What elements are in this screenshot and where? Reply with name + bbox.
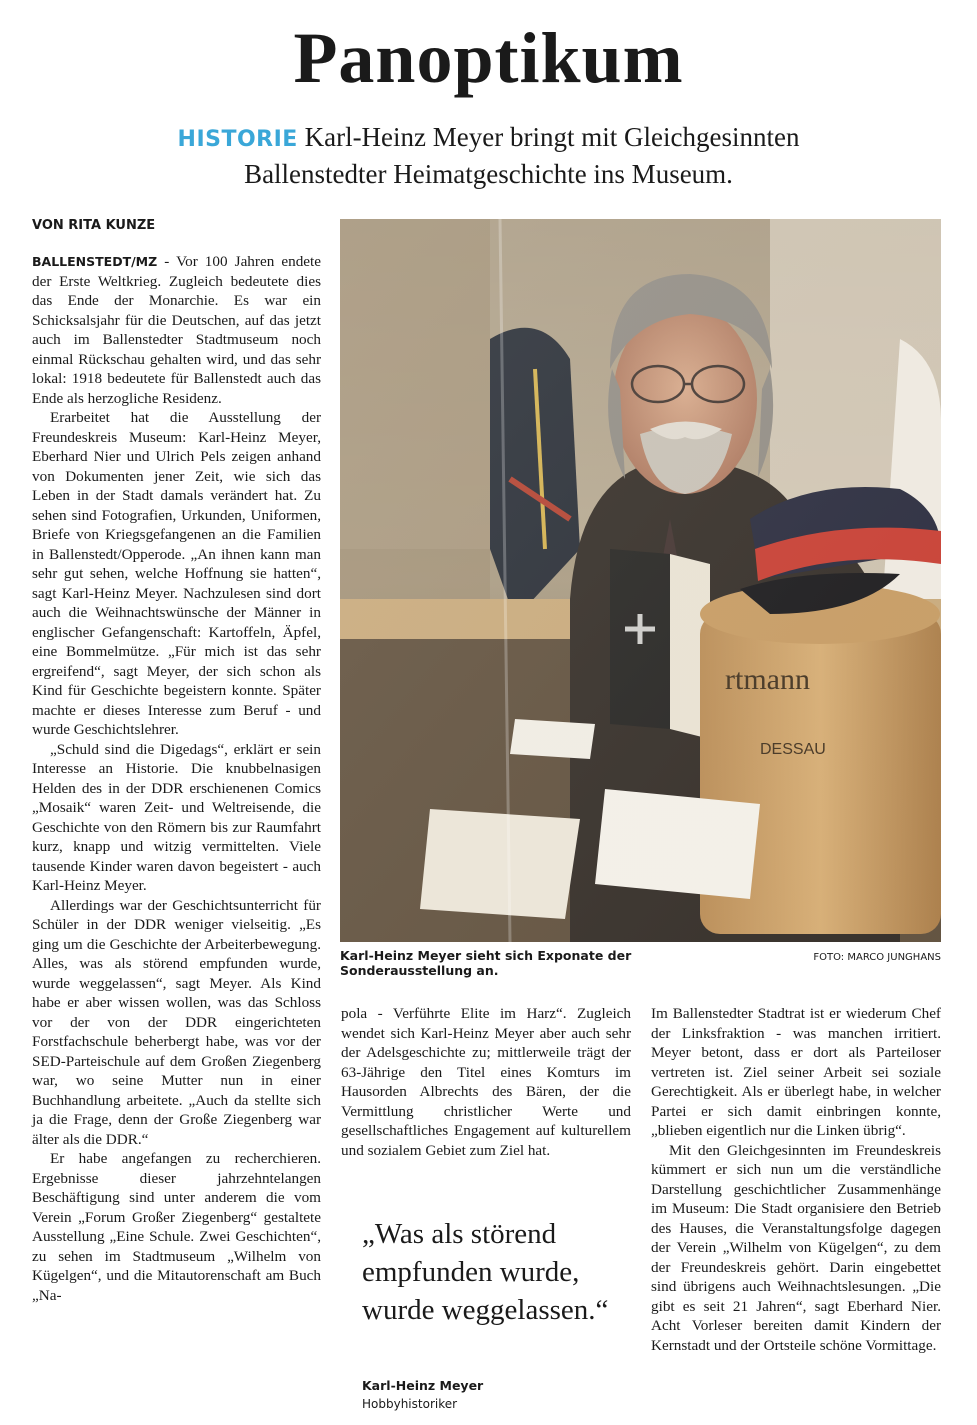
kicker: HISTORIE [177, 127, 298, 152]
byline: VON RITA KUNZE [32, 218, 156, 233]
paragraph: Er habe angefangen zu recherchieren. Ergebnisse dieser jahrzehntelangen Beschäftigung sind unter anderem die vom Verein „Forum Großer Ziegenberg“ gestaltete Ausstellung „Eine Schule. Zwei Geschichten“, zu sehen im Stadtmuseum „Wilhelm von Kügelgen“, und die Mitautorenschaft am Buch „Na- [32, 1150, 321, 1304]
headline: Panoptikum [293, 18, 684, 98]
paragraph: Im Ballenstedter Stadtrat ist er wiederum Chef der Linksfraktion - was manchen irritiert. Meyer betont, dass er dort als Parteiloser vertreten ist. Ziel seiner Arbeit sei soziale Gerechtigkeit. Als er überlegt habe, in welcher Partei er sich damit einbringen konnte, „blieben eigentlich nur die Linken übrig“. [651, 1005, 941, 1139]
photo-credit: FOTO: MARCO JUNGHANS [813, 952, 941, 963]
photo-caption: Karl-Heinz Meyer sieht sich Exponate der Sonderausstellung an. [340, 948, 632, 978]
article-column-1 [32, 252, 321, 1305]
paragraph: Mit den Gleichgesinnten im Freundeskreis kümmert er sich nun um die verständliche Darstellung geschichtlicher Zusammenhänge im Museum: Die Stadt organisiere den Betrieb des Hauses, die Veranstaltungsfolge dagegen der Verein „Wilhelm von Kügelgen“, zu dem der Freundeskreis gehört. Darin eingebettet sind übrigens auch Weihnachtslesungen. „Die gibt es seit 21 Jahren“, sagt Eberhard Nier. Acht Vorleser bereiten damit Kindern der Kernstadt und der Ortsteile schöne Vormittage. [651, 1141, 941, 1354]
hatbox-label: rtmann [725, 663, 810, 696]
paragraph: „Schuld sind die Digedags“, erklärt er sein Interesse an Historie. Die knubbelnasigen Helden des in der DDR erschienenen Comics „Mosaik“ waren Zeit- und Weltreisende, die Geschichte von den Römern bis zur Raumfahrt kurz, knapp und witzig vermittelten. Viele tausende Kinder waren davon begeistert - auch Karl-Heinz Meyer. [32, 740, 321, 894]
pull-quote-role: Hobbyhistoriker [362, 1397, 458, 1411]
article-column-2 [341, 1004, 631, 1160]
paragraph: Erarbeitet hat die Ausstellung der Freundeskreis Museum: Karl-Heinz Meyer, Eberhard Nier und Ulrich Pels zeigen anhand von Dokumenten jener Zeit, wie sich das Leben in der Stadt damals verändert hat. Zu sehen sind Fotografien, Urkunden, Uniformen, Briefe von Kriegsgefangenen an die Familien in Ballenstedt/Opperode. „An ihnen kann man sehr gut sehen, welche Hoffnung sie hatten“, sagt Karl-Heinz Meyer. Nachzulesen sind dort auch die Weihnachtswünsche der Männer in englischer Gefangenschaft: Kartoffeln, Äpfel, eine Bommelmütze. „Für mich ist das sehr ergreifend“, sagt Meyer, der sich schon als Kind für Geschichte begeistern konnte. Später machte er dieses Interesse zum Beruf - und wurde Geschichtslehrer. [32, 409, 321, 738]
pull-quote: „Was als störend empfunden wurde, wurde weggelassen.“ [362, 1218, 609, 1326]
paragraph: Allerdings war der Geschichtsunterricht für Schüler in der DDR weniger vielseitig. „Es ging um die Geschichte der Arbeiterbewegung. Alles, was als störend empfunden wurde, wurde weggelassen“, sagt Meyer. Als Kind habe er aber wissen wollen, was das Schloss vor der von der DDR eingerichteten Forstfachschule beherbergt habe, was vor der SED-Parteischule auf dem Großen Ziegenberg war, wo seine Mutter nun in einer Buchhandlung arbeitete. „Auch da stellte sich ja die Frage, denn der Große Ziegenberg war älter als die DDR.“ [32, 896, 321, 1148]
article-column-3 [651, 1004, 941, 1355]
article-photo [340, 219, 941, 942]
subhead-line-2: Ballenstedter Heimatgeschichte ins Museum. [244, 159, 733, 189]
photo-illustration [340, 219, 941, 942]
paragraph: pola - Verführte Elite im Harz“. Zugleich wendet sich Karl-Heinz Meyer aber auch sehr der Adelsgeschichte zu; mittlerweile trägt der 63-Jährige den Titel eines Komturs im Hausorden Albrechts des Bären, der die Vermittlung christlicher Werte und gesellschaftliches Engagement auf kulturellem und sozialem Gebiet zum Ziel hat. [341, 1005, 631, 1159]
subhead-line-1: Karl-Heinz Meyer bringt mit Gleichgesinnten [304, 122, 800, 152]
subheadline [0, 120, 977, 191]
dateline: BALLENSTEDT/MZ [32, 254, 158, 269]
pull-quote-author: Karl-Heinz Meyer [362, 1378, 484, 1393]
hatbox-label-2: DESSAU [760, 741, 826, 758]
paragraph: BALLENSTEDT/MZ - Vor 100 Jahren endete der Erste Weltkrieg. Zugleich bedeutete dies das Ende der Monarchie. Es war ein Schicksalsjahr für die Deutschen, auf das jetzt auch im Ballenstedter Stadtmuseum noch einmal Rückschau gehalten wird, und das sehr lokal: 1918 bedeutete für Ballenstedt auch das Ende als herzogliche Residenz. [32, 253, 321, 407]
